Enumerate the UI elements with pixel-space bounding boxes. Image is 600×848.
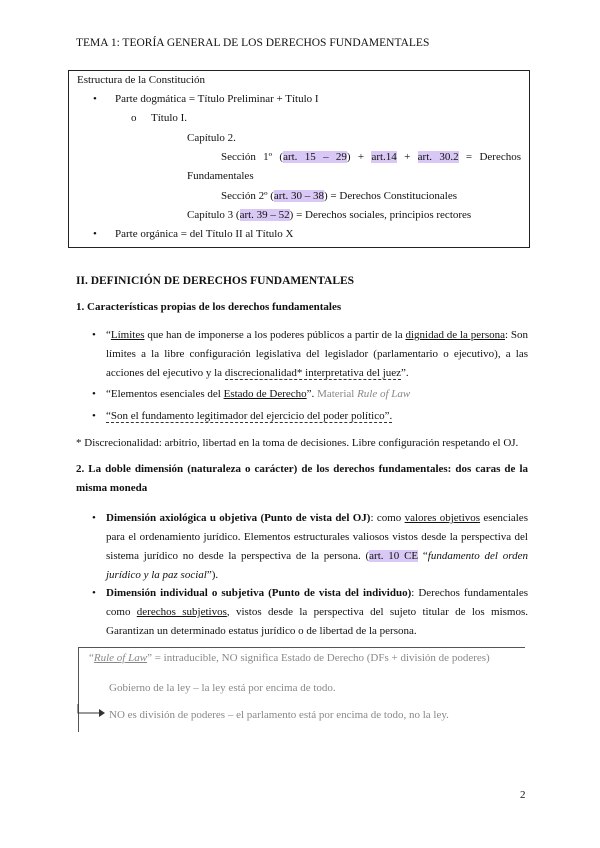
- article-ref: art. 30 – 38: [273, 190, 325, 202]
- characteristic-limits: “Límites que han de imponerse a los poderes públicos a partir de la dignidad de la persona: Son límites a la libre configuración legislativa del legislador (parlamentario o ejecutivo), a las acciones del ejecutivo y la discrecionalidad* interpretativa del juez”.: [106, 329, 528, 379]
- article-ref: art.14: [371, 151, 397, 163]
- rule-of-law-box: [78, 647, 525, 732]
- article-ref: art. 10 CE: [369, 550, 419, 562]
- structure-organica: Parte orgánica = del Título II al Título X: [115, 228, 294, 240]
- article-ref: art. 39 – 52: [239, 209, 290, 221]
- subsection-title-2: 2. La doble dimensión (naturaleza o carácter) de los derechos fundamentales: dos caras de la misma moneda: [76, 463, 528, 494]
- bullet-icon: •: [92, 388, 96, 400]
- article-ref: art. 30.2: [417, 151, 459, 163]
- page-number: 2: [520, 789, 526, 801]
- structure-titulo-i: Título I.: [151, 112, 188, 124]
- bullet-icon: •: [93, 93, 97, 105]
- bullet-icon: •: [92, 329, 96, 341]
- structure-box: [68, 70, 530, 248]
- circle-bullet-icon: o: [131, 112, 137, 124]
- dimension-objective: Dimensión axiológica u objetiva (Punto de vista del OJ): como valores objetivos esenciales para el ordenamiento jurídico. Elementos estructurales valiosos vistos desde la perspectiva del sistema jurídico no desde la perspectiva de la persona. (art. 10 CE “fundamento del orden jurídico y la paz social”).: [106, 512, 528, 581]
- arrow-right-icon: [77, 704, 107, 720]
- rule-of-law-line-3: NO es división de poderes – el parlamento está por encima de todo, no la ley.: [109, 709, 449, 721]
- structure-dogmatica: Parte dogmática = Título Preliminar + Título I: [115, 93, 319, 105]
- page-header: TEMA 1: TEORÍA GENERAL DE LOS DERECHOS FUNDAMENTALES: [76, 37, 430, 49]
- rule-of-law-definition: “Rule of Law” = intraducible, NO significa Estado de Derecho (DFs + división de poderes): [89, 652, 490, 664]
- bullet-icon: •: [92, 410, 96, 422]
- bullet-icon: •: [93, 228, 97, 240]
- structure-capitulo-3: Capítulo 3 (art. 39 – 52) = Derechos sociales, principios rectores: [187, 209, 472, 221]
- section-title: II. DEFINICIÓN DE DERECHOS FUNDAMENTALES: [76, 275, 355, 287]
- bullet-icon: •: [92, 587, 96, 599]
- dimension-subjective: Dimensión individual o subjetiva (Punto de vista del individuo): Derechos fundamentales como derechos subjetivos, vistos desde la perspectiva del sujeto titular de los mismos. Garantizan un determinado estatus jurídico o de libertad de la persona.: [106, 587, 529, 637]
- footnote: * Discrecionalidad: arbitrio, libertad en la toma de decisiones. Libre configuración respetando el OJ.: [76, 437, 519, 449]
- rule-of-law-line-2: Gobierno de la ley – la ley está por encima de todo.: [109, 682, 336, 694]
- structure-seccion-1-cont: Fundamentales: [187, 170, 254, 182]
- article-ref: art. 15 – 29: [283, 151, 347, 163]
- structure-seccion-2: Sección 2º (art. 30 – 38) = Derechos Constitucionales: [221, 190, 457, 202]
- characteristic-elements: “Elementos esenciales del Estado de Derecho”. Material Rule of Law: [106, 388, 411, 400]
- structure-seccion-1: Sección 1º (art. 15 – 29) + art.14 + art. 30.2 = Derechos: [221, 151, 521, 163]
- characteristic-foundation: “Son el fundamento legitimador del ejercicio del poder político”.: [106, 410, 393, 422]
- structure-capitulo-2: Capítulo 2.: [187, 132, 236, 144]
- bullet-icon: •: [92, 512, 96, 524]
- subsection-title-1: 1. Características propias de los derechos fundamentales: [76, 301, 342, 313]
- structure-title: Estructura de la Constitución: [77, 74, 205, 86]
